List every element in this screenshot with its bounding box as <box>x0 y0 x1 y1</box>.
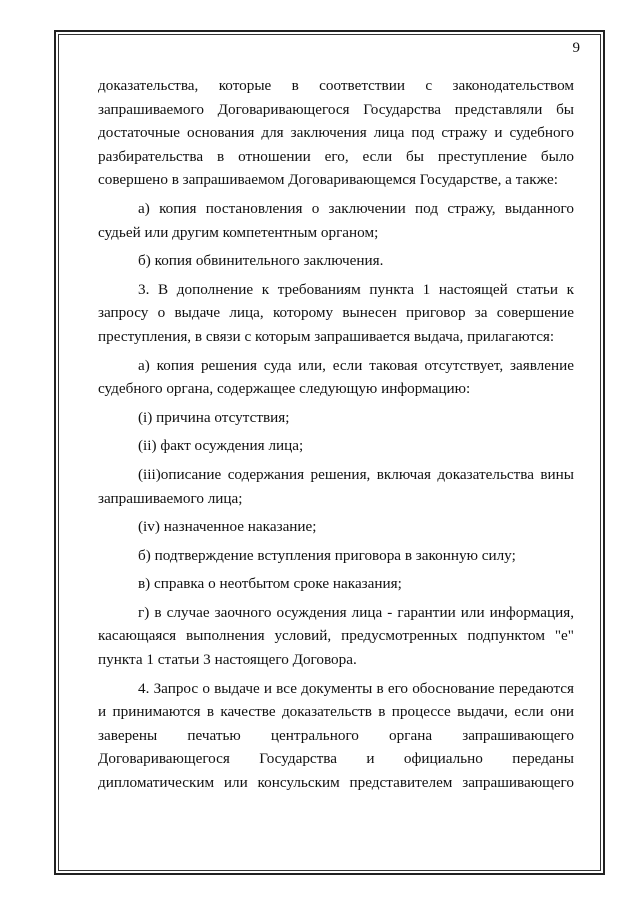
paragraph: доказательства, которые в соответствии с законодательством запрашиваемого Договаривающегося Государства представляли бы достаточные основания для заключения лица под стражу и судебного разбирательства в отношении его, если бы преступление было совершено в запрашиваемом Договаривающемся Государстве, а также: <box>98 77 574 189</box>
list-item: б) копия обвинительного заключения. <box>138 252 384 270</box>
list-item: г) в случае заочного осуждения лица - гарантии или информация, касающаяся выполнения условий, предусмотренных подпунктом "е" пункта 1 статьи 3 настоящего Договора. <box>98 603 574 669</box>
paragraph: 3. В дополнение к требованиям пункта 1 настоящей статьи к запросу о выдаче лица, которому вынесен приговор за совершение преступления, в связи с которым запрашивается выдача, прилагаются: <box>98 280 574 345</box>
list-item: а) копия решения суда или, если таковая отсутствует, заявление судебного органа, содержащее следующую информацию: <box>98 356 574 398</box>
list-item: (i) причина отсутствия; <box>138 408 290 426</box>
paragraph: 4. Запрос о выдаче и все документы в его обоснование передаются и принимаются в качестве доказательств в процессе выдачи, если они заверены печатью центрального органа запрашивающего Договаривающегося Государства и официально переданы дипломатическим или консульским представителем запрашивающего <box>98 679 574 792</box>
list-item: (iii)описание содержания решения, включая доказательства вины запрашиваемого лица; <box>98 465 574 507</box>
list-item: (iv) назначенное наказание; <box>138 518 317 536</box>
list-item: (ii) факт осуждения лица; <box>138 437 304 455</box>
document-body <box>98 74 574 795</box>
list-item: а) копия постановления о заключении под стражу, выданного судьей или другим компетентным органом; <box>98 199 574 241</box>
list-item: б) подтверждение вступления приговора в законную силу; <box>138 546 516 564</box>
list-item: в) справка о неотбытом сроке наказания; <box>138 575 402 593</box>
page-number: 9 <box>572 40 580 56</box>
